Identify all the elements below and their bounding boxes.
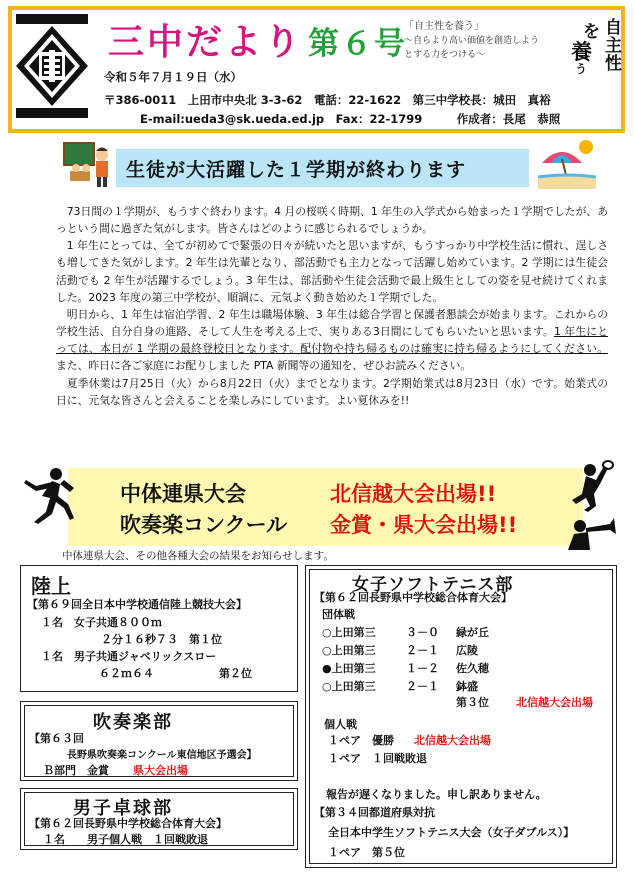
match-row [322, 678, 478, 694]
band-meet-line-2: 長野県吹奏楽コンクール東信地区予選会】 [67, 750, 257, 761]
match-score: ３－０ [406, 626, 439, 639]
track-result-line-2: ２分１６秒７３ 第１位 [101, 633, 222, 646]
national-meet-result: １ペア 第５位 [328, 846, 405, 859]
match-score: ２－１ [406, 680, 439, 693]
band-title: 吹奏楽部 [93, 712, 173, 733]
track-result-line-4-rank: 第２位 [219, 667, 252, 680]
individual-label: 個人戦 [324, 718, 357, 731]
svg-text:を: を [583, 22, 600, 42]
match-opponent: 緑が丘 [456, 626, 489, 639]
band-result: Ｂ部門 金賞 [43, 764, 109, 777]
svg-text:性: 性 [605, 54, 622, 74]
motto-calligraphy-image [565, 13, 622, 76]
motto-subtitle-line-2: とする力をつける～ [404, 50, 486, 60]
match-opponent: 広陵 [456, 644, 478, 657]
contact-author-line: E-mail:ueda3@sk.ueda.ed.jp Fax：22-1799 作成者：長尾 恭照 [140, 112, 561, 126]
match-result-mark: ○ [322, 644, 332, 657]
banner-prefecture-meet: 中体連県大会 [120, 482, 246, 506]
article-paragraph-1: 73日間の１学期が、もうすぐ終わります。4 月の桜咲く時期、1 年生の入学式から始まった１学期でしたが、あっという間に過ぎた気がします。皆さんはどのように感じられるでしょうか。 [56, 205, 608, 236]
national-meet-name: 全日本中学生ソフトテニス大会（女子ダブルス）】 [328, 826, 575, 839]
teacher-illustration [62, 141, 114, 189]
individual-result-1: １ペア 優勝 [328, 734, 394, 747]
school-crest-logo [12, 10, 92, 122]
banner-gold-award: 金賞・県大会出場!! [330, 513, 518, 537]
match-team: 上田第三 [331, 680, 376, 693]
table-tennis-results-box [20, 788, 298, 850]
match-result-mark: ○ [322, 680, 332, 693]
banner-hokushinetsu-result: 北信越大会出場!! [330, 482, 497, 506]
article-paragraph-3-a: 明日から、1 年生は宿泊学習、2 年生は職場体験、3 年生は総合学習と保護者懇談会が始まります。これからの学校生活、自分自身の進路、そして人生を考える上で、実りある3日間にしてもらいたいと思います。 [56, 307, 608, 339]
match-score: ２－１ [406, 644, 439, 657]
svg-text:主: 主 [605, 36, 622, 56]
soft-tennis-title: 女子ソフトテニス部 [352, 575, 514, 595]
match-team: 上田第三 [331, 626, 376, 639]
svg-text:自: 自 [605, 18, 622, 38]
band-results-box [20, 701, 298, 781]
svg-text:う: う [575, 62, 588, 76]
svg-text:養: 養 [571, 39, 592, 64]
match-row [322, 642, 478, 658]
table-tennis-meet: 【第６２回長野県中学校総合体育大会】 [29, 817, 227, 830]
runner-silhouette [20, 466, 76, 524]
band-advancement: 県大会出場 [133, 764, 188, 777]
headline-text: 生徒が大活躍した１学期が終わります [126, 159, 467, 181]
table-tennis-result: １名 男子個人戦 １回戦敗退 [43, 833, 208, 846]
tennis-trumpet-silhouette [560, 460, 616, 550]
match-row [322, 660, 489, 676]
match-result-mark: ● [322, 662, 332, 675]
track-results-box [20, 565, 298, 692]
apology-note: 報告が遅くなりました。申し訳ありません。 [326, 788, 547, 801]
issue-number: 第６号 [308, 26, 407, 62]
match-score: １－２ [406, 662, 439, 675]
soft-tennis-results-box [305, 565, 617, 868]
issue-date: 令和５年７月１９日（水） [104, 70, 242, 84]
track-meet: 【第６９回全日本中学校通信陸上競技大会】 [27, 598, 247, 611]
motto-subtitle [404, 34, 561, 62]
match-team: 上田第三 [331, 662, 376, 675]
band-meet-line-1: 【第６３回 [29, 732, 84, 745]
track-result-line-1: １名 女子共通８００ｍ [41, 616, 162, 629]
school-address-line: 〒386-0011 上田市中央北 3-3-62 電話：22-1622 第三中学校長：城田 真裕 [104, 93, 551, 107]
track-title: 陸上 [31, 574, 71, 598]
match-opponent: 佐久穂 [456, 662, 489, 675]
newsletter-title: 三中だより [108, 21, 304, 63]
track-result-line-3: １名 男子共通ジャベリックスロー [41, 650, 217, 663]
results-intro-text: 中体連県大会、その他各種大会の結果をお知らせします。 [62, 550, 334, 562]
motto-subtitle-line-1: ～自らより高い価値を創造しよう [404, 36, 540, 46]
match-result-mark: ○ [322, 626, 332, 639]
match-team: 上田第三 [331, 644, 376, 657]
motto-title: 「自主性を養う」 [404, 21, 484, 32]
table-tennis-title: 男子卓球部 [73, 798, 173, 819]
individual-result-2: １ペア １回戦敗退 [328, 752, 427, 765]
school-motto [404, 17, 561, 73]
track-result-line-4-distance: ６２ｍ６４ [99, 667, 154, 680]
match-opponent: 鉢盛 [456, 680, 478, 693]
beach-umbrella-illustration [538, 137, 596, 189]
team-rank: 第３位 [456, 696, 489, 709]
headline-banner [116, 149, 529, 187]
national-meet-title: 【第３４回都道府県対抗 [314, 806, 435, 819]
banner-band-contest: 吹奏楽コンクール [120, 513, 288, 537]
principal-message [56, 203, 608, 409]
article-paragraph-4: 夏季休業は7月25日（火）から8月22日（火）までとなります。2学期始業式は8月23日（水）です。始業式の日に、元気な皆さんと会えることを楽しみにしています。よい夏休みを!! [56, 376, 608, 407]
soft-tennis-team-label: 団体戦 [322, 608, 355, 621]
team-advancement: 北信越大会出場 [516, 696, 593, 709]
match-row [322, 624, 489, 640]
article-underlined-notice: 1 年生にとっては、本日が 1 学期の最終登校日となります。配付物や持ち帰るものは確実に持ち帰るようにしてください。 [56, 325, 608, 356]
article-paragraph-2: 1 年生にとっては、全てが初めてで緊張の日々が続いたと思いますが、もうすっかり中学校生活に慣れ、逞しさも増してきた気がします。2 年生は先輩となり、部活動でも主力となって活躍し始めています。2 学期には生徒会活動でも 2 年生が活躍するでしょう。3 年生は、部活動や生徒会活動で最上級生としての姿を見せ続けてくれました。2023 年度の第三中学校が、順調に、元気よく動き始めた１学期でした。 [56, 239, 608, 304]
article-paragraph-3 [56, 306, 608, 375]
individual-advancement: 北信越大会出場 [414, 734, 491, 747]
article-paragraph-3-b: また、昨日に各ご家庭にお配りしました PTA 新聞等の通知を、ぜひお読みください。 [56, 359, 472, 373]
soft-tennis-meet: 【第６２回長野県中学校総合体育大会】 [314, 591, 512, 604]
